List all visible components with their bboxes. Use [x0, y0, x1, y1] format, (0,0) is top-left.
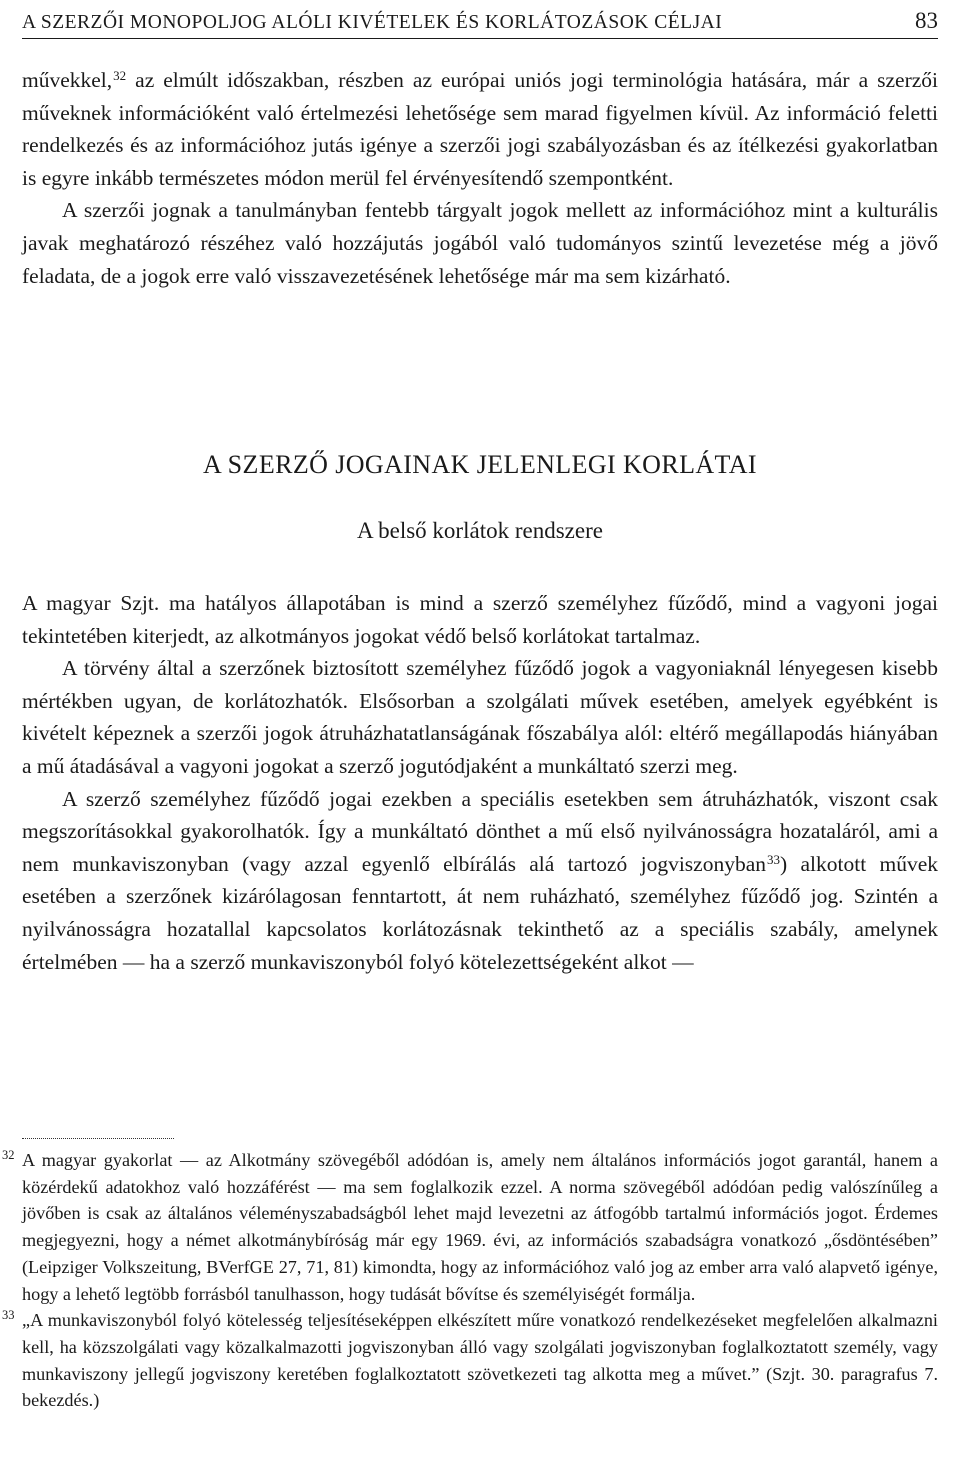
- footnote-33: [2, 1307, 938, 1414]
- footnote-text: „A munkaviszonyból folyó kötelesség teljesítéseképpen elkészített műre vonatkozó rendelkezéseket megfelelően alkalmazni kell, ha közszolgálati vagy közalkalmazotti jogviszonyban álló vagy szolgálati jogviszonyban foglalkoztatott személy, vagy munkaviszony jellegű jogviszony keretében foglalkoztatott szövetkezeti tag alkotta meg a művet.” (Szjt. 30. paragrafus 7. bekezdés.): [22, 1310, 938, 1411]
- footnote-marker: 33: [2, 1308, 15, 1323]
- footnote-reference-33[interactable]: 33: [767, 851, 781, 867]
- footnote-separator: [22, 1138, 174, 1139]
- body-text-bottom: [22, 587, 938, 978]
- paragraph: A szerző személyhez fűződő jogai ezekben a speciális esetekben sem átruházhatók, viszont csak megszorításokkal gyakorolhatók. Így a munkáltató dönthet a mű első nyilvánosságra hozataláról, ami a nem munkaviszonyban (vagy azzal egyenlő elbírálás alá tartozó jogviszonyban$^{33}$) alkotott művek esetében a szerzőnek kizárólagosan fenntartott, át nem ruházható, személyhez fűződő jog. Szintén a nyilvánosságra hozatallal kapcsolatos korlátozásnak tekinthető az a speciális szabály, amelynek értelmében — ha a szerző munkaviszonyból folyó kötelezettségeként alkot —: [22, 786, 938, 974]
- paragraph: A magyar Szjt. ma hatályos állapotában is mind a szerző személyhez fűződő, mind a vagyoni jogai tekintetében kiterjedt, az alkotmányos jogokat védő belső korlátokat tartalmaz.: [22, 591, 938, 648]
- page-number: 83: [915, 8, 938, 33]
- subsection-heading: A belső korlátok rendszere: [357, 518, 603, 543]
- footnotes: [2, 1147, 938, 1414]
- footnote-reference-32[interactable]: 32: [113, 67, 127, 83]
- footnote-text: A magyar gyakorlat — az Alkotmány szövegéből adódóan is, amely nem általános információs jogot garantál, hanem a közérdekű adatokhoz való hozzáférést — ma sem foglalkozik ezzel. A norma szövegéből adódóan pedig valószínűleg a jövőben is csak az általános véleményszabadságból lehet majd levezetni az átfogóbb tartalmú információs jogot. Érdemes megjegyezni, hogy a német alkotmánybíróság már egy 1969. évi, az információs szabadságra vonatkozó „ősdöntésében” (Leipziger Volkszeitung, BVerfGE 27, 71, 81) kimondta, hogy az információhoz való jog az ember arra való alapvető igénye, hogy a lehető legtöbb forrásból tanulhasson, hogy tudását bővítse és személyiségét formálja.: [22, 1150, 938, 1304]
- section-heading: A SZERZŐ JOGAINAK JELENLEGI KORLÁTAI: [203, 450, 757, 479]
- paragraph: A törvény által a szerzőnek biztosított személyhez fűződő jogok a vagyoniaknál lényegesen kisebb mértékben ugyan, de korlátozhatók. Elsősorban a szolgálati művek esetében, amelyek egyébként is kivételt képeznek a szerzői jogok átruházhatatlanságának főszabálya alól: eltérő megállapodás hiányában a mű átadásával a vagyoni jogokat a szerző jogutódjaként a munkáltató szerzi meg.: [22, 656, 938, 778]
- footnote-32: [2, 1147, 938, 1307]
- footnote-marker: 32: [2, 1148, 15, 1162]
- paragraph: A szerzői jognak a tanulmányban fentebb tárgyalt jogok mellett az információhoz mint a kulturális javak meghatározó részéhez való hozzájutás jogából való tudományos szintű levezetése még a jövő feladata, de a jogok erre való visszavezetésének lehetősége már ma sem kizárható.: [22, 198, 938, 288]
- running-header: [22, 0, 938, 39]
- running-title: A SZERZŐI MONOPOLJOG ALÓLI KIVÉTELEK ÉS KORLÁTOZÁSOK CÉLJAI: [22, 12, 723, 33]
- paragraph-continued: művekkel,$^{32}$ az elmúlt időszakban, részben az európai uniós jogi terminológia hatására, már a szerzői műveknek információként való értelmezési lehetősége sem marad figyelmen kívül. Az információ feletti rendelkezés és az információhoz jutás igénye a szerzői jogi szabályozásban és az ítélkezési gyakorlatban is egyre inkább természetes módon merül fel érvényesítendő szempontként.: [22, 67, 938, 190]
- body-text-top: [22, 64, 938, 292]
